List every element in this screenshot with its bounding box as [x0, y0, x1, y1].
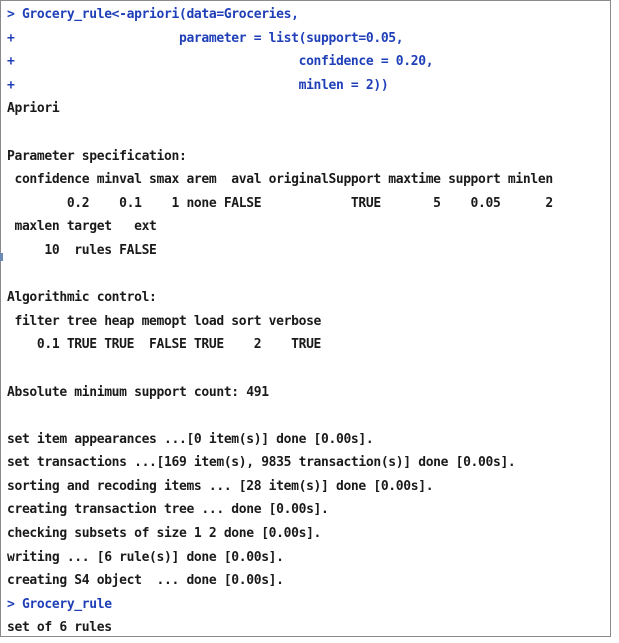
- console-input-line: > Grocery_rule<-apriori(data=Groceries,: [7, 7, 299, 22]
- console-output-line: [7, 263, 553, 287]
- window-edge-marker: [0, 253, 3, 261]
- console-output-line: [7, 121, 553, 145]
- console-output-line: writing ... [6 rule(s)] done [0.00s].: [7, 549, 284, 565]
- console-output-line: Parameter specification:: [7, 148, 187, 164]
- console-output-line: [7, 404, 553, 428]
- console-output-line: 0.1 TRUE TRUE FALSE TRUE 2 TRUE: [7, 337, 322, 353]
- console-output-line: 0.2 0.1 1 none FALSE TRUE 5 0.05 2: [7, 195, 553, 211]
- console-output-line: creating transaction tree ... done [0.00s].: [7, 502, 329, 518]
- console-input-line: > Grocery_rule: [7, 596, 112, 612]
- console-output-line: set transactions ...[169 item(s), 9835 transaction(s)] done [0.00s].: [7, 455, 516, 471]
- console-output-line: 10 rules FALSE: [7, 242, 157, 258]
- console-input-line: + minlen = 2)): [7, 77, 389, 93]
- console-input-line: + confidence = 0.20,: [7, 54, 434, 70]
- console-output-line: creating S4 object ... done [0.00s].: [7, 573, 284, 589]
- console-output-line: Absolute minimum support count: 491: [7, 384, 269, 400]
- console-output-line: maxlen target ext: [7, 219, 157, 235]
- console-output-line: Apriori: [7, 101, 60, 117]
- console-input-line: + parameter = list(support=0.05,: [7, 30, 404, 46]
- console-output-line: [7, 357, 553, 381]
- console-output-line: checking subsets of size 1 2 done [0.00s].: [7, 526, 322, 542]
- console-output-line: sorting and recoding items ... [28 item(s)] done [0.00s].: [7, 478, 434, 494]
- console-output-line: Algorithmic control:: [7, 290, 157, 306]
- console-output-line: set item appearances ...[0 item(s)] done [0.00s].: [7, 431, 374, 447]
- console-output-line: confidence minval smax arem aval originalSupport maxtime support minlen: [7, 172, 553, 188]
- console-output-line: set of 6 rules: [7, 620, 112, 636]
- console-output-line: filter tree heap memopt load sort verbose: [7, 313, 322, 329]
- console-output: [7, 3, 553, 640]
